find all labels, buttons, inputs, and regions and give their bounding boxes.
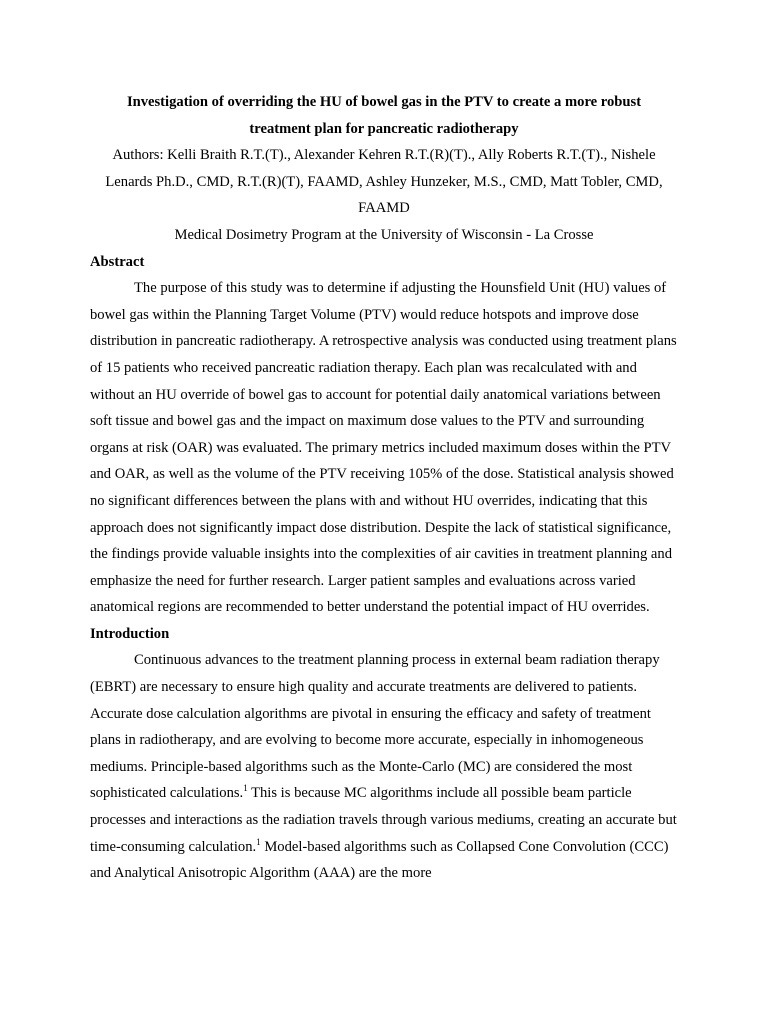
affiliation: Medical Dosimetry Program at the University of Wisconsin - La Crosse [174,226,594,243]
citation-ref-2: 1 [256,836,261,847]
intro-text-part-3: Model-based algorithms such as Collapsed Cone Convolution (CCC) and Analytical Anisotropic Algorithm (AAA) are the more [90,838,669,882]
intro-text-part-1: Continuous advances to the treatment planning process in external beam radiation therapy (EBRT) are necessary to ensure high quality and accurate treatments are delivered to patients. Accurate dose calculation algorithms are pivotal in ensuring the efficacy and safety of treatment plans in radiotherapy, and are evolving to become more accurate, especially in inhomogeneous mediums. Principle-based algorithms such as the Monte-Carlo (MC) are considered the most sophisticated calculations. [90,652,660,802]
introduction-paragraph [90,647,678,886]
paper-page [90,89,678,887]
abstract-heading: Abstract [90,253,145,270]
introduction-heading: Introduction [90,625,170,642]
author-list: Authors: Kelli Braith R.T.(T)., Alexander Kehren R.T.(R)(T)., Ally Roberts R.T.(T)., Nishele Lenards Ph.D., CMD, R.T.(R)(T), FAAMD, Ashley Hunzeker, M.S., CMD, Matt Tobler, CMD, FAAMD [105,147,663,217]
paper-title: Investigation of overriding the HU of bowel gas in the PTV to create a more robust treatment plan for pancreatic radiotherapy [126,94,642,137]
abstract-paragraph: The purpose of this study was to determine if adjusting the Hounsfield Unit (HU) values of bowel gas within the Planning Target Volume (PTV) would reduce hotspots and improve dose distribution in pancreatic radiotherapy. A retrospective analysis was conducted using treatment plans of 15 patients who received pancreatic radiation therapy. Each plan was recalculated with and without an HU override of bowel gas to account for potential daily anatomical variations between soft tissue and bowel gas and the impact on maximum dose values to the PTV and surrounding organs at risk (OAR) was evaluated. The primary metrics included maximum doses within the PTV and OAR, as well as the volume of the PTV receiving 105% of the dose. Statistical analysis showed no significant differences between the plans with and without HU overrides, indicating that this approach does not significantly impact dose distribution. Despite the lack of statistical significance, the findings provide valuable insights into the complexities of air cavities in treatment planning and emphasize the need for further research. Larger patient samples and evaluations across varied anatomical regions are recommended to better understand the potential impact of HU overrides. [90,280,677,616]
intro-text-part-2: This is because MC algorithms include all possible beam particle processes and interactions as the radiation travels through various mediums, creating an accurate but time-consuming calculation. [90,785,677,855]
citation-ref-1: 1 [243,783,248,794]
